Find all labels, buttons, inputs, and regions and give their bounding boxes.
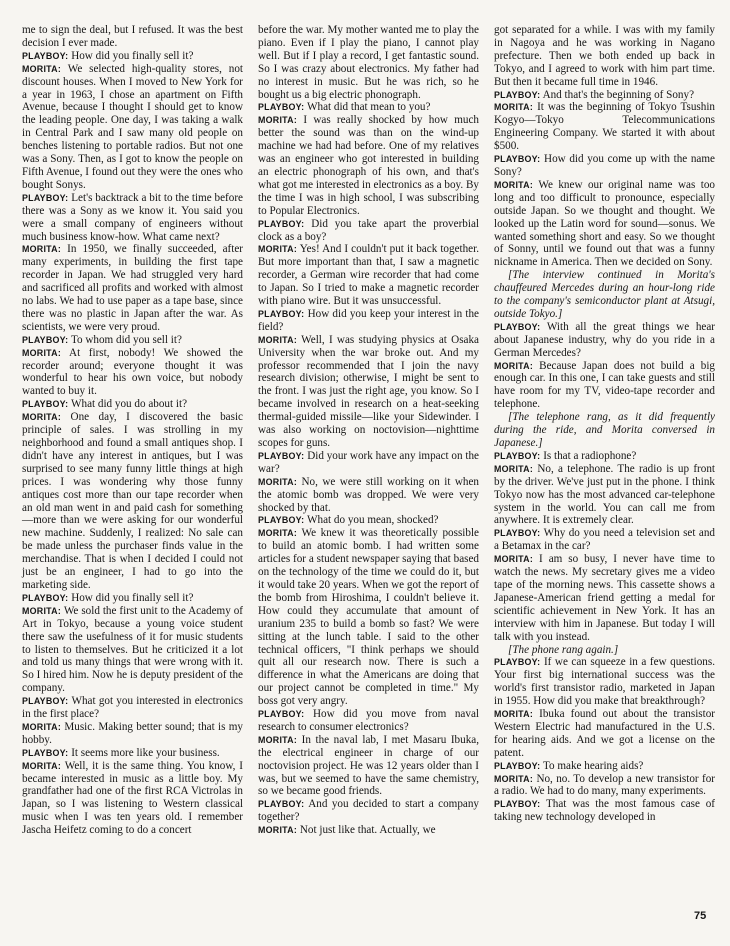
paragraph-text: It was the beginning of Tokyo Tsushin Kogyo—Tokyo Telecommunications Engineering Company. We started it with about $500. <box>494 101 715 153</box>
paragraph-text: No, no. To develop a new transistor for a radio. We had to do many, many experiments. <box>494 772 715 798</box>
paragraph-text: How did you finally sell it? <box>71 591 194 604</box>
paragraph-text: Let's backtrack a bit to the time before there was a Sony as we know it. You said you were a small company of engineers without much business know-how. What came next? <box>22 191 243 243</box>
paragraph-text: How did you move from naval research to consumer electronics? <box>258 708 479 733</box>
interview-paragraph <box>258 243 479 308</box>
paragraph-text: Is that a radiophone? <box>543 449 637 462</box>
paragraph-text: How did you finally sell it? <box>71 49 194 62</box>
speaker-label: MORITA: <box>22 605 62 616</box>
interview-paragraph <box>258 308 479 334</box>
speaker-label: PLAYBOY: <box>494 321 541 332</box>
interview-paragraph <box>494 450 715 463</box>
speaker-label: PLAYBOY: <box>494 450 541 461</box>
paragraph-text: I am so busy, I never have time to watch the news. My secretary gives me a video tape of the morning news. This cassette shows a Japanese-American friend getting a medal for scientific achievement in New York. It has an interview with him in Japanese. But today I will talk with you instead. <box>494 553 715 643</box>
paragraph-text: got separated for a while. I was with my family in Nagoya and he was working in Nagano prefecture. Then we both ended up back in Tokyo, and I agreed to work with him part time. But then it became full time in 1946. <box>494 24 715 88</box>
interview-paragraph <box>22 695 243 721</box>
speaker-label: PLAYBOY: <box>494 799 541 810</box>
speaker-label: MORITA: <box>258 825 298 836</box>
continued-paragraph <box>494 24 715 89</box>
speaker-label: MORITA: <box>494 179 534 190</box>
paragraph-text: No, a telephone. The radio is up front by the driver. We've just put in the phone. I think Tokyo now has the most advanced car-telephone system in the world. You can call me from anywhere. It is extremely clear. <box>494 462 715 527</box>
editorial-note: [The telephone rang, as it did frequently during the ride, and Morita conversed in Japanese.] <box>494 411 715 449</box>
speaker-label: MORITA: <box>22 244 62 255</box>
interview-paragraph <box>258 824 479 837</box>
paragraph-text: We selected high-quality stores, not discount houses. When I moved to New York for a year in 1963, I chose an apartment on Fifth Avenue, because I thought I should get to know the leading people. One day, I was taking a walk in Central Park and I saw many old people on benches listening to portable radios. But not one was a Sony. Then, as I got to know the people on Fifth Avenue, I found out they were the ones who bought Sonys. <box>22 62 243 191</box>
interview-paragraph <box>22 592 243 605</box>
interview-paragraph <box>258 450 479 476</box>
paragraph-text: What got you interested in electronics in the first place? <box>22 695 243 721</box>
interview-paragraph <box>494 360 715 412</box>
interview-paragraph <box>494 463 715 528</box>
speaker-label: PLAYBOY: <box>494 657 541 668</box>
paragraph-text: To whom did you sell it? <box>70 333 182 346</box>
interview-paragraph <box>494 760 715 773</box>
speaker-label: PLAYBOY: <box>22 592 69 603</box>
paragraph-text: Not just like that. Actually, we <box>299 824 436 837</box>
speaker-label: PLAYBOY: <box>494 154 541 165</box>
speaker-label: MORITA: <box>22 760 62 771</box>
interview-paragraph <box>494 527 715 553</box>
interview-paragraph <box>494 153 715 179</box>
paragraph-text: Well, I was studying physics at Osaka University when the war broke out. And my professor recommended that I join the navy research division; otherwise, I might be sent to the front. I was just the right age, you know. So I became involved in research on a heat-seeking thermal-guided missile—like your Sidewinder. I was also working on noctovision—nighttime scopes for guns. <box>258 333 479 449</box>
paragraph-text: Well, it is the same thing. You know, I became interested in music as a little boy. My grandfather had one of the first RCA Victrolas in Japan, so I was listening to Western classical music when I was ten years old. I remember Jascha Heifetz coming to do a concert <box>22 759 243 837</box>
paragraph-text: In the naval lab, I met Masaru Ibuka, the electrical engineer in charge of our noctovision project. He was 12 years older than I was, but we seemed to have the same chemistry, so we became good friends. <box>258 733 479 798</box>
interview-paragraph <box>258 798 479 824</box>
paragraph-text: Did you take apart the proverbial clock as a boy? <box>258 217 479 243</box>
paragraph-text: In 1950, we finally succeeded, after many experiments, in building the first tape recorder in Japan. We had struggled very hard and sacrificed all profits and worked with almost no labs. We had to use paper as a tape base, since there was no plastic in Japan after the war. As scientists, we were very proud. <box>22 243 243 333</box>
speaker-label: PLAYBOY: <box>258 218 305 229</box>
interview-paragraph <box>22 605 243 695</box>
speaker-label: MORITA: <box>258 244 298 255</box>
interview-paragraph <box>22 411 243 592</box>
paragraph-text: Why do you need a television set and a Betamax in the car? <box>494 527 715 553</box>
interview-paragraph <box>258 101 479 114</box>
editorial-note: [The phone rang again.] <box>508 643 619 656</box>
speaker-label: MORITA: <box>258 528 298 539</box>
paragraph-text: I was really shocked by how much better the sound was than on the wind-up machine we had had before. One of my relatives was an engineer who got interested in building an electric phonograph of his own, and that's what got me interested in electronics as a boy. By the time I was in high school, I was subscribing to Popular Electronics. <box>258 114 479 217</box>
interview-paragraph <box>22 63 243 192</box>
speaker-label: MORITA: <box>494 554 534 565</box>
paragraph-text: Did your work have any impact on the war? <box>258 449 479 475</box>
speaker-label: PLAYBOY: <box>22 50 69 61</box>
interview-paragraph <box>258 114 479 217</box>
speaker-label: MORITA: <box>494 463 534 474</box>
continued-paragraph <box>258 24 479 101</box>
speaker-label: PLAYBOY: <box>494 89 541 100</box>
paragraph-text: We knew it was theoretically possible to build an atomic bomb. I had written some articles for a student newspaper saying that based on the technology of the time we could do it, but it would take 20 years. When we got the report of the bomb from Hiroshima, I couldn't believe it. How could they accumulate that amount of uranium 235 to build a bomb so fast? We were sitting at the lunch table. I said to the other technical officers, "I think perhaps we should quit all our research now. There is such a difference in what the Americans are doing that our project cannot be completed in time." My boss got very angry. <box>258 527 479 708</box>
interview-paragraph <box>258 476 479 515</box>
interview-paragraph <box>258 527 479 708</box>
text-column-3 <box>494 24 715 824</box>
paragraph-text: Because Japan does not build a big enough car. In this one, I can take guests and still have room for my TV, video-tape recorder and telephone. <box>494 359 715 411</box>
speaker-label: MORITA: <box>22 347 62 358</box>
speaker-label: MORITA: <box>258 734 298 745</box>
speaker-label: PLAYBOY: <box>494 760 541 771</box>
paragraph-text: Ibuka found out about the transistor Western Electric had manufactured in the U.S. for hearing aids. And we got a license on the patent. <box>494 708 715 759</box>
paragraph-text: That was the most famous case of taking new technology developed in <box>494 798 715 824</box>
speaker-label: MORITA: <box>258 476 298 487</box>
paragraph-text: What do you mean, shocked? <box>306 514 439 527</box>
paragraph-text: We sold the first unit to the Academy of Art in Tokyo, because a young voice student there saw the usefulness of it for music students to listen to themselves. But he criticized it a lot and told us many things that were wrong with it. So I hired him. Now he is deputy president of the company. <box>22 604 243 695</box>
interview-paragraph <box>22 50 243 63</box>
speaker-label: MORITA: <box>22 63 62 74</box>
editorial-note: [The interview continued in Morita's chauffeured Mercedes during an hour-long ride to the company's semiconductor plant at Atsugi, outside Tokyo.] <box>494 269 715 320</box>
paragraph-text: before the war. My mother wanted me to play the piano. Even if I play the piano, I cannot play well. But if I play a record, I get fantastic sound. So I was crazy about electronics. My father had no interest in music. But he was rich, so he bought us a big electric phonograph. <box>258 24 479 101</box>
interview-paragraph <box>258 218 479 244</box>
interview-paragraph <box>494 321 715 360</box>
paragraph-text: It seems more like your business. <box>71 746 220 759</box>
interview-paragraph <box>258 514 479 527</box>
interview-paragraph <box>22 192 243 244</box>
paragraph-text: One day, I discovered the basic principle of sales. I was strolling in my neighborhood and found a small antiques shop. I didn't have any interest in antiques, but I was surprised to see many funny little things at high prices. I was wondering why those funny antiques cost more than our tape recorder when an old man went in and paid cash for something—more than we were asking for our wonderful new machine. Suddenly, I realized: No sale can be made unless the purchaser finds value in the merchandise. That is when I decided I could not just be an engineer, I had to go into the marketing side. <box>22 411 243 591</box>
paragraph-text: How did you come up with the name Sony? <box>494 153 715 178</box>
speaker-label: PLAYBOY: <box>258 102 305 113</box>
paragraph-text: Yes! And I couldn't put it back together. But more important than that, I saw a magnetic recorder, a German wire recorder that had come to Japan. So I tried to make a magnetic recorder with piano wire. But it was unsuccessful. <box>258 243 480 308</box>
paragraph-text: With all the great things we hear about Japanese industry, why do you ride in a German Mercedes? <box>494 320 715 359</box>
paragraph-text: What did that mean to you? <box>306 101 431 114</box>
interview-paragraph <box>258 734 479 799</box>
page-number: 75 <box>694 910 707 922</box>
interview-paragraph <box>494 773 715 799</box>
paragraph-text: At first, nobody! We showed the recorder around; everyone thought it was wonderful to hear his own voice, but nobody wanted to buy it. <box>22 346 243 398</box>
interview-paragraph <box>494 798 715 824</box>
paragraph-text: If we can squeeze in a few questions. Your first big international success was the world's first transistor radio, marketed in Japan in 1955. How did you make that breakthrough? <box>494 656 715 708</box>
speaker-label: PLAYBOY: <box>22 747 69 758</box>
speaker-label: PLAYBOY: <box>22 334 69 345</box>
paragraph-text: me to sign the deal, but I refused. It was the best decision I ever made. <box>22 24 243 49</box>
speaker-label: MORITA: <box>494 773 534 784</box>
interview-paragraph <box>494 553 715 643</box>
paragraph-text: What did you do about it? <box>70 398 188 411</box>
paragraph-text: To make hearing aids? <box>542 759 644 772</box>
speaker-label: PLAYBOY: <box>258 308 305 319</box>
speaker-label: MORITA: <box>258 334 298 345</box>
interview-paragraph <box>494 89 715 102</box>
interview-paragraph <box>22 243 243 333</box>
speaker-label: PLAYBOY: <box>258 799 305 810</box>
speaker-label: MORITA: <box>22 721 62 732</box>
interview-paragraph <box>22 347 243 399</box>
interview-paragraph <box>22 760 243 837</box>
paragraph-text: We knew our original name was too long and too difficult to pronounce, especially outside Japan. So we thought and thought. We looked up the Latin word for sound—sonus. We wanted something short and easy. So we thought of Sonny, until we found out that was a funny nickname in America. Then we decided on Sony. <box>494 178 715 269</box>
paragraph-text: And you decided to start a company together? <box>258 798 479 824</box>
interview-paragraph <box>258 334 479 450</box>
interview-paragraph <box>22 334 243 347</box>
speaker-label: PLAYBOY: <box>494 528 541 539</box>
speaker-label: MORITA: <box>494 360 534 371</box>
speaker-label: MORITA: <box>22 412 62 423</box>
interview-paragraph <box>494 708 715 760</box>
paragraph-text: And that's the beginning of Sony? <box>542 88 695 101</box>
text-column-2 <box>258 24 479 837</box>
speaker-label: MORITA: <box>494 709 534 720</box>
continued-paragraph <box>22 24 243 50</box>
interview-paragraph <box>22 398 243 411</box>
speaker-label: PLAYBOY: <box>258 709 305 720</box>
speaker-label: MORITA: <box>494 102 534 113</box>
interview-paragraph <box>494 101 715 153</box>
speaker-label: PLAYBOY: <box>22 192 69 203</box>
interview-paragraph <box>494 656 715 708</box>
speaker-label: PLAYBOY: <box>22 696 69 707</box>
interview-paragraph <box>494 179 715 269</box>
paragraph-text: How did you keep your interest in the field? <box>258 307 479 333</box>
speaker-label: PLAYBOY: <box>258 450 305 461</box>
text-column-1 <box>22 24 243 837</box>
paragraph-text: No, we were still working on it when the atomic bomb was dropped. We were very shocked by that. <box>258 475 479 514</box>
interview-paragraph <box>258 708 479 734</box>
paragraph-text: Music. Making better sound; that is my hobby. <box>22 720 243 746</box>
speaker-label: PLAYBOY: <box>22 399 69 410</box>
speaker-label: MORITA: <box>258 115 298 126</box>
speaker-label: PLAYBOY: <box>258 515 305 526</box>
interview-paragraph <box>22 721 243 747</box>
interview-paragraph <box>22 747 243 760</box>
